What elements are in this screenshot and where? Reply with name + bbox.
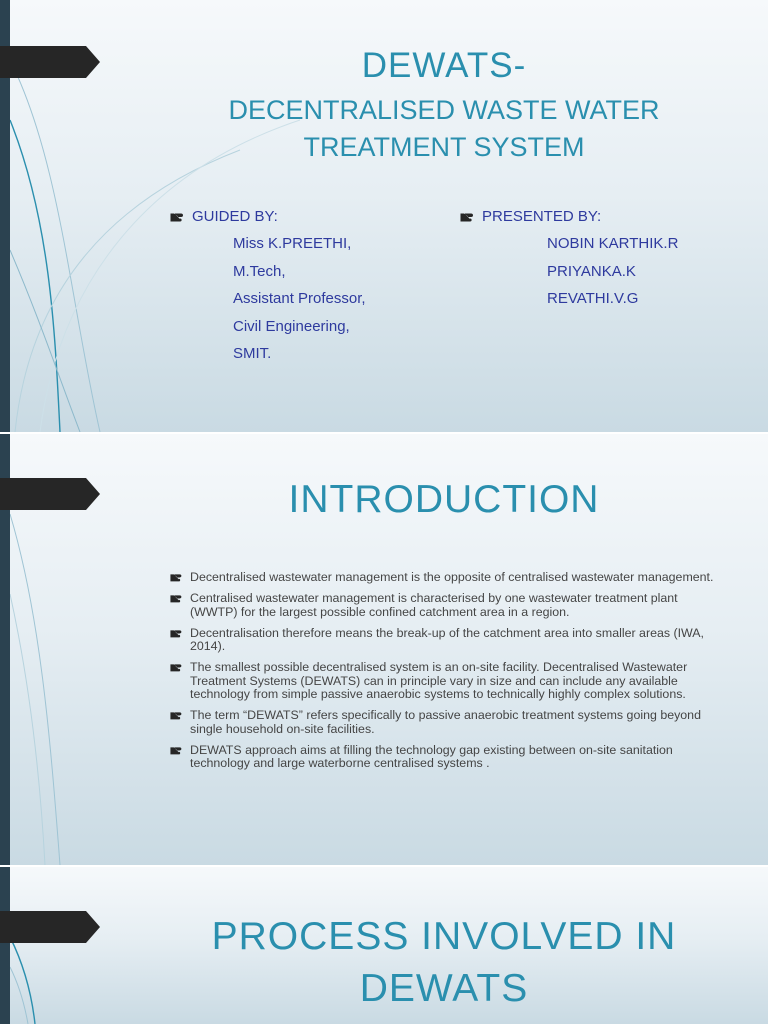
list-item — [170, 661, 720, 702]
slide-title — [0, 0, 768, 432]
bullet-text: The term “DEWATS” refers specifically to passive anaerobic treatment systems going beyond single household on-site facilities. — [190, 708, 701, 736]
bullet-text: The smallest possible decentralised system is an on-site facility. Decentralised Wastewater Treatment Systems (DEWATS) can in principle vary in size and can include any available technology from simple passive anaerobic systems to technically highly complex solutions. — [190, 660, 688, 701]
bullet-text: Centralised wastewater management is characterised by one wastewater treatment plant (WWTP) for the largest possible confined catchment area in a region. — [190, 591, 678, 619]
presented-by-list — [547, 234, 678, 317]
guided-by-list — [233, 234, 366, 372]
slide-heading: INTRODUCTION — [288, 478, 600, 521]
slide-title-main: DEWATS- — [361, 46, 527, 85]
guided-by-line: Civil Engineering, — [233, 317, 350, 335]
guided-by-heading — [170, 208, 278, 225]
list-item — [170, 744, 720, 771]
guided-by-line: Miss K.PREETHI, — [233, 235, 352, 252]
slide-heading — [120, 911, 768, 1015]
bullet-text: DEWATS approach aims at filling the technology gap existing between on-site sanitation technology and large waterborne centralised systems . — [190, 742, 673, 770]
guided-by-line: Assistant Professor, — [233, 290, 366, 307]
list-item — [170, 592, 720, 619]
arrow-tab-icon — [0, 911, 100, 943]
pointing-hand-icon — [170, 745, 184, 755]
list-item — [170, 709, 720, 736]
pointing-hand-icon — [170, 628, 184, 638]
pointing-hand-icon — [170, 211, 186, 222]
list-item — [170, 627, 720, 654]
pointing-hand-icon — [460, 211, 476, 222]
presented-by-heading — [460, 208, 601, 225]
slide-process — [0, 867, 768, 1024]
guided-by-line: SMIT. — [233, 345, 272, 362]
left-sidebar-bar — [0, 867, 10, 1024]
guided-by-line: M.Tech, — [233, 262, 286, 280]
presented-by-line: PRIYANKA.K — [547, 262, 636, 280]
arrow-tab-icon — [0, 46, 100, 78]
slide-introduction — [0, 434, 768, 865]
pointing-hand-icon — [170, 593, 184, 603]
presented-by-label: PRESENTED BY: — [482, 208, 602, 225]
heading-line-1: PROCESS INVOLVED IN — [211, 915, 677, 958]
bullet-text: Decentralisation therefore means the break-up of the catchment area into smaller areas (IWA, 2014). — [190, 625, 704, 653]
subtitle-line-2: TREATMENT SYSTEM — [303, 132, 585, 162]
bullet-text: Decentralised wastewater management is the opposite of centralised wastewater management. — [190, 570, 714, 584]
presented-by-line: REVATHI.V.G — [547, 290, 639, 307]
subtitle-line-1: DECENTRALISED WASTE WATER — [228, 95, 660, 125]
arrow-tab-icon — [0, 478, 100, 510]
list-item — [170, 571, 720, 585]
introduction-bullet-list — [170, 571, 720, 778]
guided-by-label: GUIDED BY: — [192, 208, 278, 225]
pointing-hand-icon — [170, 572, 184, 582]
pointing-hand-icon — [170, 662, 184, 672]
pointing-hand-icon — [170, 710, 184, 720]
presented-by-line: NOBIN KARTHIK.R — [547, 235, 679, 252]
heading-line-2: DEWATS — [359, 967, 529, 1010]
slide-title-subtitle — [120, 92, 768, 166]
